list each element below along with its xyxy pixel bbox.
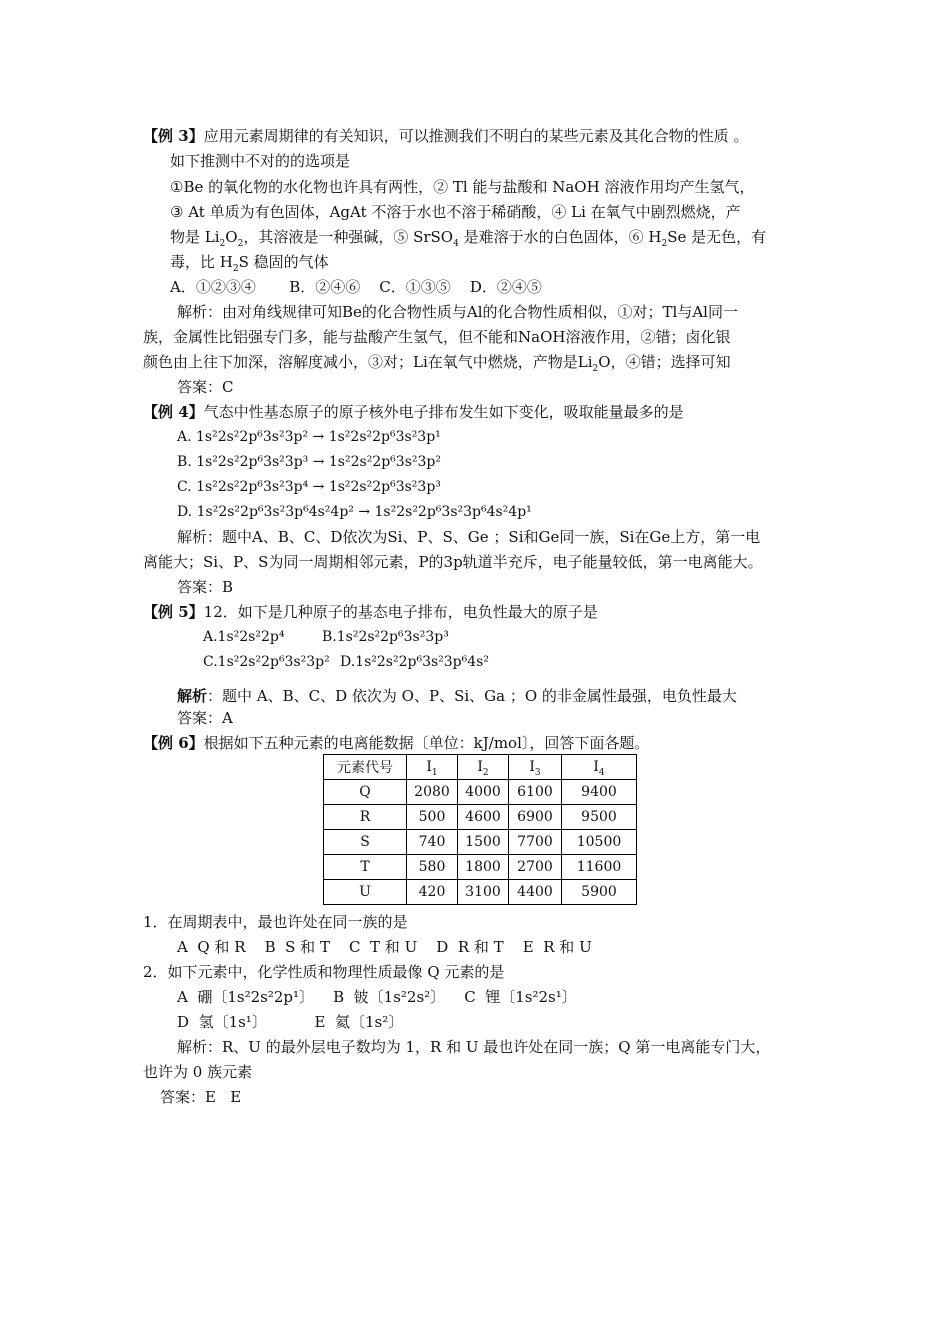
ex6-sub-question-1: 1．在周期表中，最也许处在同一族的是 [143, 913, 408, 931]
table-header-cell: $I_3$ [509, 755, 562, 780]
ex4-option-b: B. 1s²2s²2p⁶3s²3p³ → 1s²2s²2p⁶3s²3p² [177, 454, 441, 470]
table-cell: 1500 [458, 830, 509, 855]
table-cell: 2700 [509, 855, 562, 880]
ex6-sub-question-2-options-b: D 氢〔1s¹〕 E 氦〔1s²〕 [177, 1013, 404, 1031]
table-cell: Q [324, 780, 407, 805]
table-cell: 5900 [562, 880, 637, 905]
table-header-cell: 元素代号 [324, 755, 407, 780]
ex3-analysis-line2: 族，金属性比铝强专门多，能与盐酸产生氢气，但不能和NaOH溶液作用，②错；卤化银 [143, 328, 731, 346]
ex6-question: 【例 6】根据如下五种元素的电离能数据〔单位：kJ/mol〕，回答下面各题。 [143, 734, 650, 752]
table-header-cell: $I_1$ [407, 755, 458, 780]
ex5-analysis: 解析：题中 A、B、C、D 依次为 O、P、Si、Ga ；O 的非金属性最强，电负性最大 [177, 687, 737, 705]
ex3-statement-line2: ③ At 单质为有色固体，AgAt 不溶于水也不溶于稀硝酸，④ Li 在氧气中剧烈燃烧，产 [170, 203, 741, 221]
table-cell: 500 [407, 805, 458, 830]
ionization-energy-table [323, 754, 637, 905]
ex3-question-line2: 如下推测中不对的的选项是 [170, 152, 351, 170]
table-header-row [324, 755, 637, 780]
table-cell: 11600 [562, 855, 637, 880]
ex6-analysis-line2: 也许为 0 族元素 [143, 1063, 253, 1081]
ex5-option-b: B.1s²2s²2p⁶3s²3p³ [322, 629, 449, 645]
ex4-analysis-line1: 解析：题中A、B、C、D依次为Si、P、S、Ge ；Si和Ge同一族，Si在Ge上方，第一电 [177, 528, 761, 546]
ex3-statement-line1: ①Be 的氧化物的水化物也许具有两性，② Tl 能与盐酸和 NaOH 溶液作用均产生氢气， [170, 178, 755, 196]
ex5-tag: 【例 5】 [143, 603, 204, 621]
table-row [324, 855, 637, 880]
table-row [324, 830, 637, 855]
ex3-options: A．①②③④ B．②④⑥ C．①③⑤ D．②④⑤ [170, 278, 542, 296]
table-header-cell: $I_4$ [562, 755, 637, 780]
ex3-analysis-line1: 解析：由对角线规律可知Be的化合物性质与Al的化合物性质相似，①对；Tl与Al同一 [177, 303, 738, 321]
ex3-analysis-line3: 颜色由上往下加深，溶解度减小，③对；Li在氧气中燃烧，产物是$Li_2O$，④错；选择可知 [143, 353, 731, 374]
table-row [324, 805, 637, 830]
ex4-question: 【例 4】气态中性基态原子的原子核外电子排布发生如下变化，吸取能量最多的是 [143, 403, 684, 421]
ex5-answer: 答案：A [177, 709, 233, 727]
table-cell: 6900 [509, 805, 562, 830]
ex3-statement-line4: 毒，比 $H_2S$ 稳固的气体 [170, 253, 329, 274]
table-cell: 7700 [509, 830, 562, 855]
ex3-tag: 【例 3】 [143, 127, 204, 145]
ex6-sub-question-1-options: A Q 和 R B S 和 T C T 和 U D R 和 T E R 和 U [177, 938, 592, 956]
ex4-option-c: C. 1s²2s²2p⁶3s²3p⁴ → 1s²2s²2p⁶3s²3p³ [177, 479, 441, 495]
ex3-answer: 答案：C [177, 378, 234, 396]
ex4-option-a: A. 1s²2s²2p⁶3s²3p² → 1s²2s²2p⁶3s²3p¹ [177, 429, 441, 445]
table-header-cell: $I_2$ [458, 755, 509, 780]
table-cell: 4400 [509, 880, 562, 905]
ex5-option-a: A.1s²2s²2p⁴ [203, 629, 285, 645]
table-cell: 740 [407, 830, 458, 855]
table-cell: 1800 [458, 855, 509, 880]
table-cell: R [324, 805, 407, 830]
ex5-question: 【例 5】12．如下是几种原子的基态电子排布，电负性最大的原子是 [143, 603, 598, 621]
table-cell: 580 [407, 855, 458, 880]
table-cell: 9500 [562, 805, 637, 830]
ex6-sub-question-2: 2．如下元素中，化学性质和物理性质最像 Q 元素的是 [143, 963, 505, 981]
table-row [324, 780, 637, 805]
table-cell: U [324, 880, 407, 905]
table-cell: 9400 [562, 780, 637, 805]
ex4-tag: 【例 4】 [143, 403, 204, 421]
table-cell: 4600 [458, 805, 509, 830]
ex4-analysis-line2: 离能大；Si、P、S为同一周期相邻元素，P的3p轨道半充斥，电子能量较低，第一电离能大。 [143, 553, 763, 571]
ex5-option-c: C.1s²2s²2p⁶3s²3p² [203, 654, 330, 670]
table-cell: 2080 [407, 780, 458, 805]
table-cell: 420 [407, 880, 458, 905]
table-cell: 10500 [562, 830, 637, 855]
table-row [324, 880, 637, 905]
table-cell: S [324, 830, 407, 855]
ex6-analysis-line1: 解析：R、U 的最外层电子数均为 1，R 和 U 最也许处在同一族；Q 第一电离能专门大， [177, 1038, 771, 1056]
table-cell: 3100 [458, 880, 509, 905]
table-cell: 4000 [458, 780, 509, 805]
table-cell: T [324, 855, 407, 880]
ex6-sub-question-2-options-a: A 硼〔1s²2s²2p¹〕 B 铍〔1s²2s²〕 C 锂〔1s²2s¹〕 [177, 988, 577, 1006]
ex4-option-d: D. 1s²2s²2p⁶3s²3p⁶4s²4p² → 1s²2s²2p⁶3s²3p⁶4s²4p¹ [177, 504, 532, 520]
table-cell: 6100 [509, 780, 562, 805]
ex4-answer: 答案：B [177, 578, 234, 596]
ex3-statement-line3: 物是 $Li_2O_2$，其溶液是一种强碱，⑤ SrSO$_4$ 是难溶于水的白色固体，⑥ $H_2Se$ 是无色，有 [170, 228, 767, 249]
ex3-question-line1: 【例 3】应用元素周期律的有关知识，可以推测我们不明白的某些元素及其化合物的性质 。 [143, 127, 749, 145]
ex5-option-d: D.1s²2s²2p⁶3s²3p⁶4s² [340, 654, 489, 670]
ex6-tag: 【例 6】 [143, 734, 204, 752]
ex6-answer: 答案：E E [160, 1088, 242, 1106]
